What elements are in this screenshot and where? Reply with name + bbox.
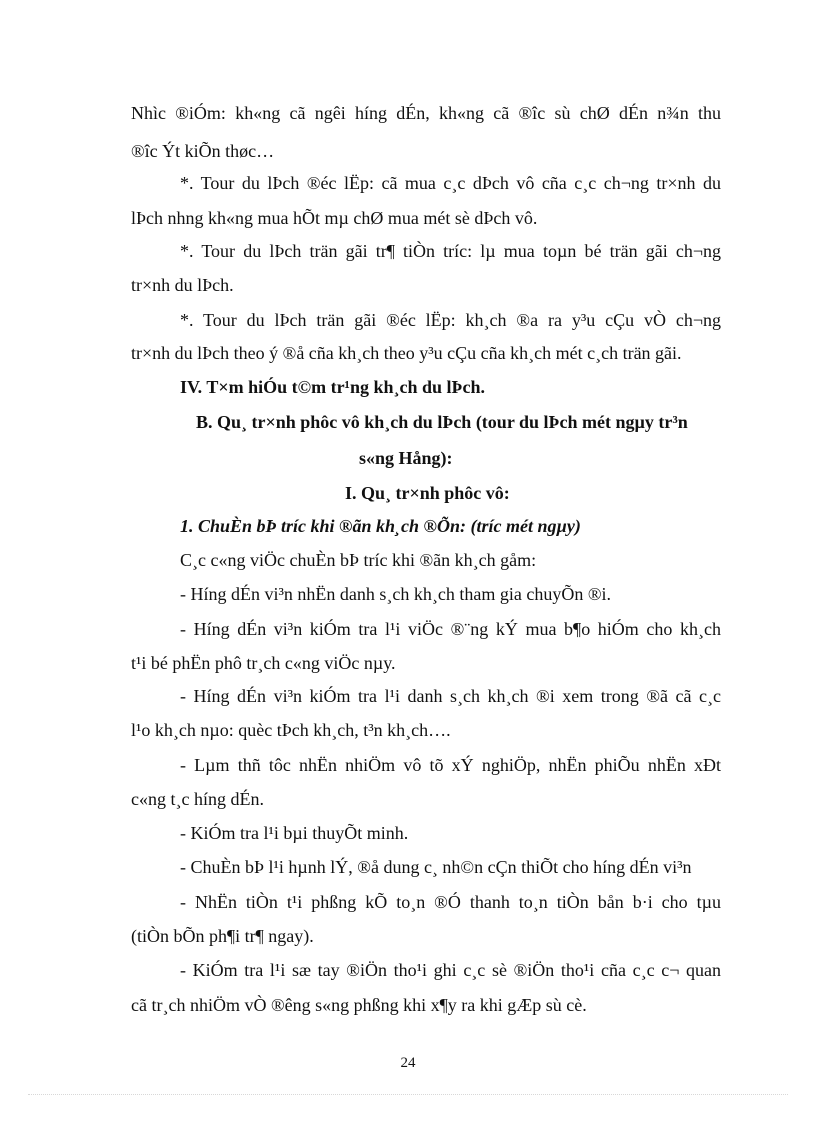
paragraph-line: (tiÒn bÕn ph¶i tr¶ ngay).	[131, 926, 314, 946]
section-heading: s«ng Hång):	[359, 448, 453, 468]
paragraph-line: tr×nh du lÞch theo ý ®å cña kh¸ch theo y³u cÇu cña kh¸ch mét c¸ch trän gãi.	[131, 343, 682, 363]
paragraph-line: Nhìc ®iÓm: kh«ng cã ngêi híng dÉn, kh«ng cã ®îc sù chØ dÉn n¾n thu	[131, 103, 721, 123]
paragraph-line: lÞch nhng kh«ng mua hÕt mµ chØ mua mét sè dÞch vô.	[131, 208, 538, 228]
paragraph-line: ®îc Ýt kiÕn thøc…	[131, 141, 275, 161]
subsection-heading: I. Qu¸ tr×nh phôc vô:	[345, 483, 510, 503]
section-heading: B. Qu¸ tr×nh phôc vô kh¸ch du lÞch (tour du lÞch mét ngµy tr³n	[196, 412, 688, 432]
subsection-heading: 1. ChuÈn bÞ tríc khi ®ãn kh¸ch ®Õn: (tríc mét ngµy)	[180, 516, 581, 536]
paragraph-line: - Lµm thñ tôc nhËn nhiÖm vô tõ xÝ nghiÖp, nhËn phiÕu nhËn xÐt	[180, 755, 721, 775]
paragraph-line: cã tr¸ch nhiÖm vÒ ®êng s«ng phßng khi x¶y ra khi gÆp sù cè.	[131, 995, 587, 1015]
paragraph-line: - Híng dÉn vi³n nhËn danh s¸ch kh¸ch tham gia chuyÕn ®i.	[180, 584, 611, 604]
footer-divider	[28, 1094, 788, 1095]
paragraph-line: *. Tour du lÞch trän gãi ®éc lËp: kh¸ch ®a ra y³u cÇu vÒ ch¬ng	[180, 310, 721, 330]
paragraph-line: - Híng dÉn vi³n kiÓm tra l¹i danh s¸ch kh¸ch ®i xem trong ®ã cã c¸c	[180, 686, 721, 706]
paragraph-line: - KiÓm tra l¹i sæ tay ®iÖn tho¹i ghi c¸c sè ®iÖn tho¹i cña c¸c c¬ quan	[180, 960, 721, 980]
paragraph-line: - Híng dÉn vi³n kiÓm tra l¹i viÖc ®¨ng kÝ mua b¶o hiÓm cho kh¸ch	[180, 619, 721, 639]
section-heading: IV. T×m hiÓu t©m tr¹ng kh¸ch du lÞch.	[180, 377, 485, 397]
paragraph-line: tr×nh du lÞch.	[131, 275, 234, 295]
paragraph-line: - KiÓm tra l¹i bµi thuyÕt minh.	[180, 823, 409, 843]
paragraph-line: l¹o kh¸ch nµo: quèc tÞch kh¸ch, t³n kh¸ch….	[131, 720, 451, 740]
paragraph-line: c«ng t¸c híng dÉn.	[131, 789, 264, 809]
paragraph-line: *. Tour du lÞch trän gãi tr¶ tiÒn tríc: lµ mua toµn bé trän gãi ch¬ng	[180, 241, 721, 261]
paragraph-line: - NhËn tiÒn t¹i phßng kÕ to¸n ®Ó thanh to¸n tiÒn bån b·i cho tµu	[180, 892, 721, 912]
paragraph-line: *. Tour du lÞch ®éc lËp: cã mua c¸c dÞch vô cña c¸c ch¬ng tr×nh du	[180, 173, 721, 193]
paragraph-line: t¹i bé phËn phô tr¸ch c«ng viÖc nµy.	[131, 653, 396, 673]
paragraph-line: - ChuÈn bÞ l¹i hµnh lÝ, ®å dung c¸ nh©n cÇn thiÕt cho híng dÉn vi³n	[180, 857, 692, 877]
paragraph-line: C¸c c«ng viÖc chuÈn bÞ tríc khi ®ãn kh¸ch gåm:	[180, 550, 537, 570]
page-number: 24	[400, 1055, 416, 1071]
